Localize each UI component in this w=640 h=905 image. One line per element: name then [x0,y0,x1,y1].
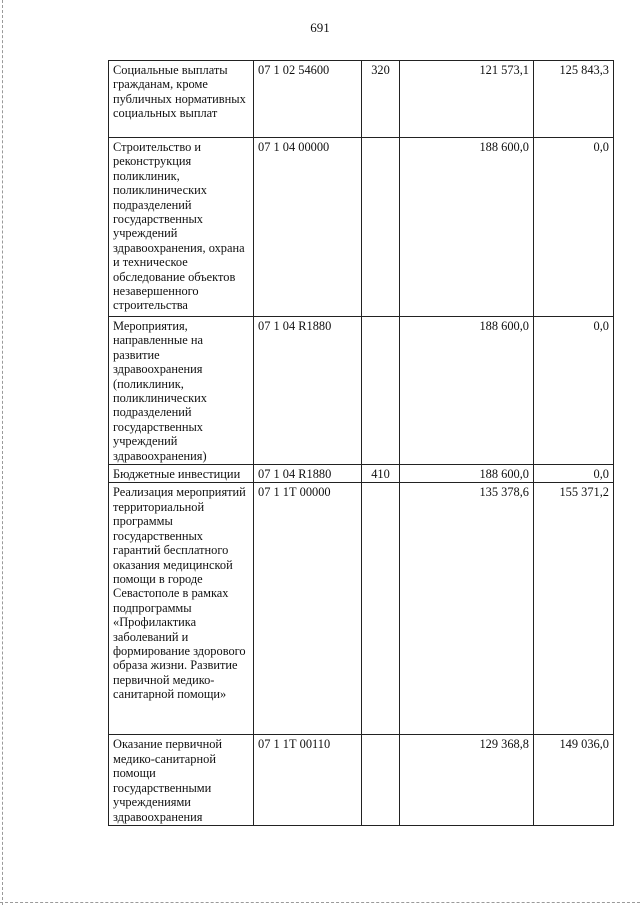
row-code: 07 1 1Т 00110 [254,735,362,826]
page-number: 691 [310,20,330,35]
row-sum-year1: 129 368,8 [400,735,534,826]
row-name: Социальные выплаты гражданам, кроме публичных нормативных социальных выплат [109,61,254,138]
row-sum-year2: 155 371,2 [534,483,614,735]
table-row [109,465,614,483]
row-expense-type [362,138,400,317]
row-expense-type: 320 [362,61,400,138]
row-sum-year1: 188 600,0 [400,465,534,483]
row-sum-year1: 188 600,0 [400,138,534,317]
row-code: 07 1 04 00000 [254,138,362,317]
row-expense-type [362,483,400,735]
row-sum-year2: 125 843,3 [534,61,614,138]
row-sum-year2: 0,0 [534,138,614,317]
page-edge-bottom [0,902,640,903]
row-name: Реализация мероприятий территориальной программы государственных гарантий бесплатного оказания медицинской помощи в городе Севастополе в рамках подпрограммы «Профилактика заболеваний и формирование здорового образа жизни. Развитие первичной медико-санитарной помощи» [109,483,254,735]
row-name: Оказание первичной медико-санитарной помощи государственными учреждениями здравоохранения [109,735,254,826]
table-row [109,735,614,826]
row-expense-type: 410 [362,465,400,483]
row-code: 07 1 04 R1880 [254,317,362,465]
table-row [109,61,614,138]
row-sum-year1: 121 573,1 [400,61,534,138]
row-code: 07 1 1Т 00000 [254,483,362,735]
page-edge-left [2,0,3,905]
row-sum-year2: 0,0 [534,317,614,465]
table-row [109,138,614,317]
table-row [109,317,614,465]
row-expense-type [362,317,400,465]
budget-table [108,60,614,826]
row-sum-year1: 188 600,0 [400,317,534,465]
row-name: Мероприятия, направленные на развитие здравоохранения (поликлиник, поликлинических подразделений государственных учреждений здравоохранения) [109,317,254,465]
row-name: Бюджетные инвестиции [109,465,254,483]
row-sum-year2: 0,0 [534,465,614,483]
row-name: Строительство и реконструкция поликлиник, поликлинических подразделений государственных учреждений здравоохранения, охрана и техническое обследование объектов незавершенного строительства [109,138,254,317]
row-code: 07 1 04 R1880 [254,465,362,483]
row-sum-year1: 135 378,6 [400,483,534,735]
row-code: 07 1 02 54600 [254,61,362,138]
row-expense-type [362,735,400,826]
table-row [109,483,614,735]
row-sum-year2: 149 036,0 [534,735,614,826]
